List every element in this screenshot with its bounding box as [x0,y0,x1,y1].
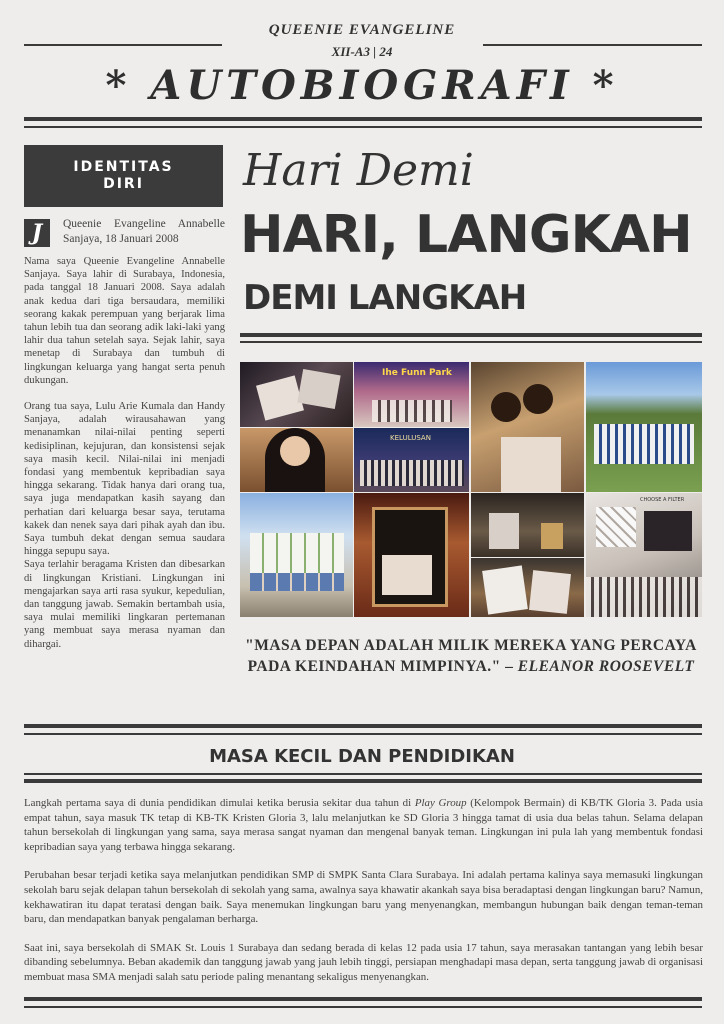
photo-school-group [586,362,702,492]
photo-portrait [240,428,353,492]
footer-rule-2 [24,1006,702,1008]
photo-graduation [354,428,469,492]
section-paragraph-2: Perubahan besar terjadi ketika saya melanjutkan pendidikan SMP di SMPK Santa Clara Surabaya. Ini adalah pertama kalinya saya memasuki lingkungan sekolah baru sejak delapan tahun bersekolah di sekolah yang sama, awalnya saya khawatir akankah saya bisa beradaptasi dengan lingkungan baru? Namun, kekhawatiran itu dapat teratasi dengan baik. Saya menemukan lingkungan baru yang menyenangkan, membangun hubungan baik dengan teman-teman baru, dan mendapatkan banyak pengalaman berharga. [24,869,703,926]
section-rule-4 [24,779,702,783]
section-p1-after: (Kelompok Bermain) di KB/TK Gloria 3. Pada usia empat tahun, saya masuk TK tetap di KB-TK Kristen Gloria 3, lalu melanjutkan ke SD Gloria 3 hingga tamat di usia dua belas tahun. Selama delapan tahun bersekolah di lingkungan yang sama, saya merasa sangat nyaman dan mengenal banyak teman. Lingkungan ini pula lah yang membentuk fondasi kepribadian saya yang terbawa hingga sekarang. [24,797,704,853]
quote-text: "MASA DEPAN ADALAH MILIK MEREKA YANG PERCAYA PADA KEINDAHAN MIMPINYA." – [245,637,697,675]
photo-magazines [471,558,584,617]
photo-photobooth [586,493,702,617]
identity-title-line2: DIRI [103,176,144,192]
identity-title-box [24,145,223,207]
section-p1-before: Langkah pertama saya di dunia pendidikan dimulai ketika berusia sekitar dua tahun di [24,797,415,809]
photo-uniform-group [240,493,353,617]
headline-line2: HARI, LANGKAH [240,205,692,265]
footer-rule-1 [24,997,702,1001]
section-rule-2 [24,733,702,735]
drop-cap: J [24,219,50,247]
section-rule-3 [24,773,702,775]
photo-sign-funpark: Ihe Funn Park [382,368,452,378]
photo-elevator [354,493,469,617]
section-paragraph-3: Saat ini, saya bersekolah di SMAK St. Louis 1 Surabaya dan sedang berada di kelas 12 pada usia 17 tahun, saya merasakan tantangan yang lebih besar dibanding sebelumnya. Beban akademik dan tanggung jawab yang jauh lebih tinggi, persiapan menghadapi masa depan, serta tanggung jawab di organisasi membuat masa SMA menjadi salah satu periode paling menantang sekaligus menyenangkan. [24,941,703,983]
photo-friends-dress [471,362,584,492]
headline-line3: DEMI LANGKAH [243,278,527,318]
identity-paragraph: Nama saya Queenie Evangeline Annabelle Sanjaya. Saya lahir di Surabaya, Indonesia, pada tanggal 18 Januari 2008. Saya adalah anak kedua dari tiga bersaudara, memiliki seorang kakak perempuan yang berjarak lima tahun lebih tua dan seorang adik laki-laki yang lahir dua tahun setelah saya. Sejak lahir, saya menetap di Surabaya dan tumbuh di lingkungan keluarga yang hangat serta penuh dukungan. [24,256,225,386]
masthead-rule-2 [24,126,702,128]
identity-paragraph: Saya terlahir beragama Kristen dan dibesarkan di lingkungan Kristiani. Lingkungan ini mengajarkan saya arti rasa syukur, kepedulian, dan tanggung jawab. Semakin bertambah usia, saya mulai memiliki lingkaran pertemanan yang membuat saya merasa nyaman dan dihargai. [24,559,225,650]
identity-title-line1: IDENTITAS [73,159,174,175]
identity-intro: Queenie Evangeline Annabelle Sanjaya, 18 Januari 2008 [63,218,225,245]
photo-funpark [354,362,469,427]
headline-rule-1 [240,333,702,337]
photo-sign-graduation: KELULUSAN [390,434,431,442]
section-rule-1 [24,724,702,728]
section-paragraph-1 [24,796,703,854]
section-p1-italic: Play Group [414,797,467,809]
author-name: QUEENIE EVANGELINE [268,22,456,38]
section-body [24,796,703,999]
photo-sign-filter: CHOOSE A FILTER [640,497,685,503]
masthead-rule-1 [24,117,702,121]
headline-rule-2 [240,341,702,343]
photo-selfie-strip [240,362,353,427]
section-title: MASA KECIL DAN PENDIDIKAN [209,746,515,767]
quote-author: ELEANOR ROOSEVELT [517,658,695,675]
quote-block [240,635,702,677]
masthead-title: * AUTOBIOGRAFI * [105,62,619,109]
identity-paragraph: Orang tua saya, Lulu Arie Kumala dan Handy Sanjaya, adalah wirausahawan yang menanamkan nilai-nilai penting seperti kedisiplinan, kejujuran, dan konsistensi sejak saya masih kecil. Nilai-nilai ini menjadi fondasi yang membentuk kepribadian saya hingga sekarang. Tidak hanya dari orang tua, saya juga mendapatkan kasih sayang dan perhatian dari keluarga besar saya, terutama kakek dan nenek saya dari pihak ayah dan ibu. Saya tumbuh dekat dengan semua saudara hingga sepupu saya. [24,401,225,558]
headline-line1: Hari Demi [243,145,474,196]
identity-body [24,255,225,664]
photo-cafe [471,493,584,557]
class-label: XII-A3 | 24 [331,44,393,59]
